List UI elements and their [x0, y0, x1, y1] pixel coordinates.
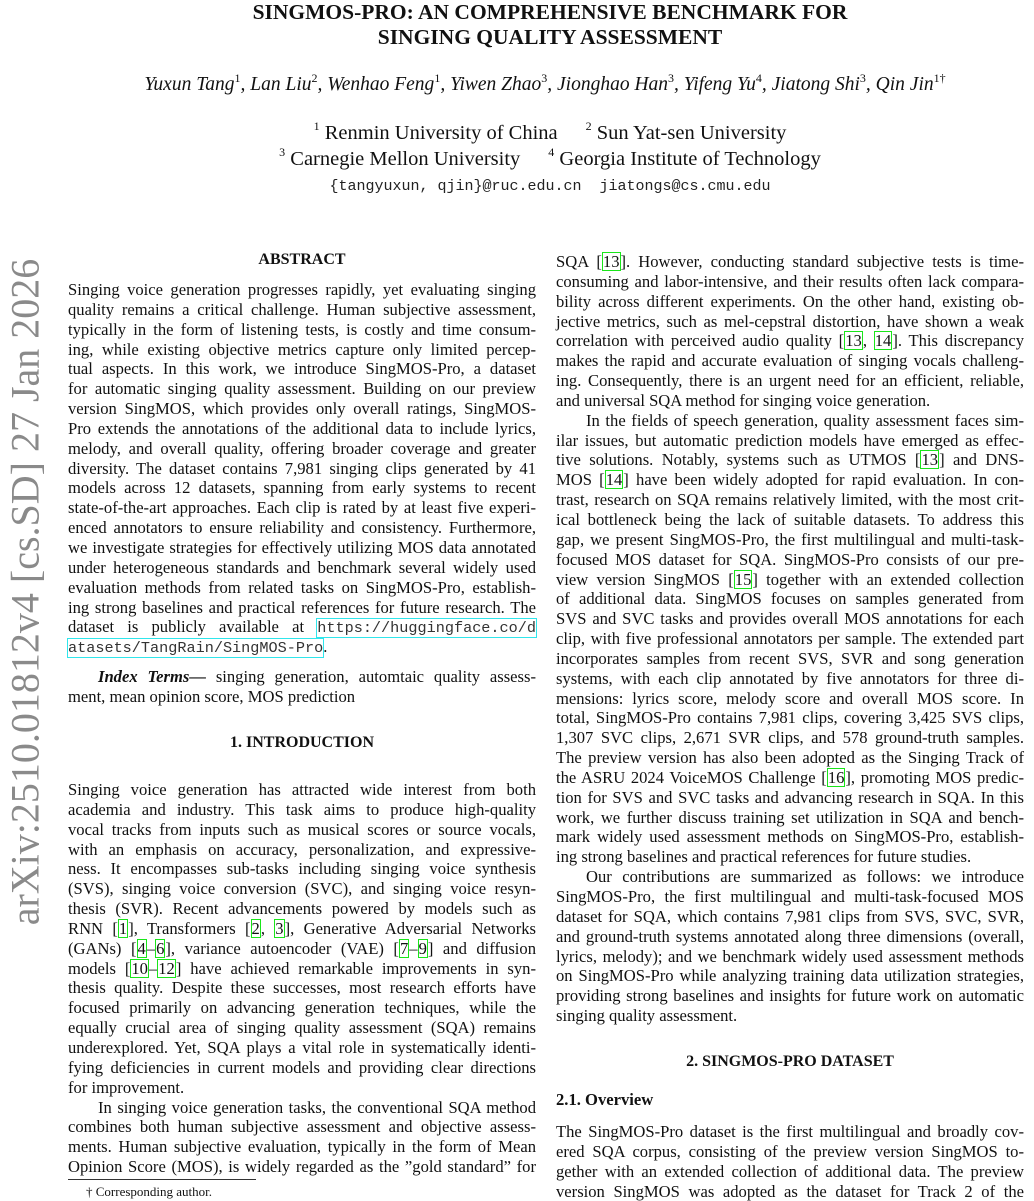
text-line: ical bottleneck being the lack of suitable datasets. To address this	[556, 509, 1024, 529]
text-line: combines both human subjective assessment and objective assess-	[68, 1117, 536, 1137]
affiliation	[313, 119, 558, 144]
text-line: lyrics, melody); and we benchmark widely used assessment methods	[556, 946, 1024, 966]
abstract-line	[68, 637, 536, 657]
citation-link[interactable]: 13	[845, 331, 862, 351]
abstract-line: Pro extends the annotations of the additional data to include lyrics,	[68, 418, 536, 438]
affiliations-row-1	[60, 119, 1034, 145]
affiliation-number: 4	[548, 145, 555, 159]
index-terms	[68, 667, 536, 707]
abstract-line: state-of-the-art approaches. Each clip is rated by at least five experi-	[68, 498, 536, 518]
arxiv-identifier: arXiv:2510.01812v4 [cs.SD] 27 Jan 2026	[2, 258, 48, 926]
text-line: SQA [13]. However, conducting standard subjective tests is time-	[556, 252, 1024, 271]
text-line: and universal SQA method for singing voice generation.	[556, 390, 931, 410]
abstract-line: for automatic singing quality assessment. Building on our preview	[68, 379, 536, 399]
text-line: correlation with perceived audio quality [13, 14]. This discrepancy	[556, 331, 1025, 351]
text-line: 1,307 SVC clips, 2,671 SVR clips, and 578 ground-truth samples.	[556, 728, 1024, 748]
text-line: of additional data. SingMOS focuses on samples generated from	[556, 589, 1024, 609]
affiliation	[548, 145, 821, 170]
text-line: singing quality assessment.	[556, 1006, 738, 1026]
text-line: ments. Human subjective evaluation, typically in the form of Mean	[68, 1137, 536, 1157]
text-line: focused primarily on advancing generation techniques, while the	[68, 998, 536, 1018]
text-line: with an emphasis on accuracy, personalization, and expressive-	[68, 839, 536, 859]
title-line-2: SINGING QUALITY ASSESSMENT	[377, 25, 723, 49]
citation-link[interactable]: 13	[921, 450, 939, 470]
affiliation-marker: 1	[234, 71, 241, 85]
author	[450, 71, 557, 95]
abstract-line: Singing voice generation progresses rapidly, yet evaluating singing	[68, 280, 536, 299]
text-line: tive solutions. Notably, systems such as UTMOS [13] and DNS-	[556, 450, 1024, 470]
text-line: clip, with five professional annotators per sample. The extended part	[556, 629, 1024, 649]
text-line: thesis quality. Despite these successes, most research efforts have	[68, 978, 536, 998]
text-line: RNN [1], Transformers [2, 3], Generative Adversarial Networks	[68, 918, 537, 938]
author-name: Jionghao Han	[557, 74, 669, 95]
text-line: vocal tracks from inputs such as musical scores or source vocals,	[68, 819, 536, 839]
author	[683, 71, 772, 95]
text-line: underexplored. Yet, SQA plays a vital role in systematically identi-	[68, 1037, 536, 1057]
text-line: thesis (SVR). Recent advancements powered by models such as	[68, 899, 536, 919]
text-line: bility across different experiments. On the other hand, existing ob-	[556, 291, 1024, 311]
author	[250, 71, 327, 95]
affiliation-name: Georgia Institute of Technology	[559, 148, 821, 170]
abstract-text: dataset is publicly available at	[68, 617, 318, 637]
text-line: makes the rapid and accurate evaluation of singing vocals challeng-	[556, 351, 1024, 371]
text-line: ilar issues, but automatic prediction models have emerged as effec-	[556, 430, 1024, 450]
text-line: Singing voice generation has attracted wide interest from both	[68, 780, 536, 799]
abstract-heading: ABSTRACT	[258, 251, 346, 268]
text-line: models [10–12] have achieved remarkable improvements in syn-	[68, 958, 537, 978]
text-line: on SingMOS-Pro while analyzing training data utilization strategies,	[556, 966, 1024, 986]
text-line: view version SingMOS [15] together with an extended collection	[556, 569, 1024, 589]
text-line: jective metrics, such as mel-cepstral distortion, have shown a weak	[556, 311, 1024, 331]
title-line-1: SINGMOS-PRO: AN COMPREHENSIVE BENCHMARK FOR	[252, 0, 848, 24]
overview-body	[556, 1122, 1024, 1201]
affiliation-marker: 1†	[933, 71, 946, 85]
text-line: mensions: lyrics score, melody score and overall MOS score. In	[556, 688, 1024, 708]
text-line: SingMOS-Pro, the first multilingual and multi-task-focused MOS	[556, 887, 1024, 906]
citation-link[interactable]: 15	[734, 569, 752, 589]
dataset-url-link[interactable]: https://huggingface.co/d	[317, 619, 536, 638]
abstract-line: under heterogeneous standards and benchmark several widely used	[68, 557, 536, 577]
affiliation-number: 1	[313, 119, 320, 133]
affiliation-name: Sun Yat-sen University	[596, 122, 787, 144]
abstract-line: models across 12 datasets, spanning from early systems to recent	[68, 478, 536, 498]
text-line: MOS [14] have been widely adopted for rapid evaluation. In con-	[556, 470, 1024, 490]
section2-heading-wrap	[556, 1052, 1024, 1072]
text-line: work, we further discuss training set utilization in SQA and bench-	[556, 807, 1024, 827]
paper-title	[60, 0, 1034, 50]
text-line: In the fields of speech generation, quality assessment faces sim-	[586, 410, 1024, 430]
author-name: Yifeng Yu	[683, 74, 756, 95]
abstract-line: version SingMOS, which provides only overall ratings, SingMOS-	[68, 399, 536, 419]
citation-link[interactable]: 1	[118, 918, 128, 938]
abstract-line: enced annotators to ensure reliability and consistency. Furthermore,	[68, 518, 536, 538]
text-line: systems, with each clip annotated by five annotators for three di-	[556, 668, 1024, 688]
text-line: The SingMOS-Pro dataset is the first multilingual and broadly cov-	[556, 1122, 1024, 1141]
text-line: focused MOS dataset for SQA. SingMOS-Pro consists of our pre-	[556, 549, 1024, 569]
footnote: † Corresponding author.	[86, 1184, 213, 1199]
author-name: Yuxun Tang	[144, 74, 235, 95]
intro-heading-wrap	[68, 733, 536, 753]
abstract-line: typically in the form of listening tests, is costly and time consum-	[68, 319, 536, 339]
citation-link[interactable]: 16	[827, 767, 845, 787]
text-line: gap, we present SingMOS-Pro, the first multilingual and multi-task-	[556, 529, 1024, 549]
abstract-text: .	[323, 637, 328, 657]
citation-link[interactable]: 9	[418, 938, 427, 958]
abstract-line: ing, while existing objective metrics capture only limited percep-	[68, 339, 536, 359]
affiliation-marker: 1	[434, 71, 441, 85]
affiliation-marker: 3	[541, 71, 548, 85]
text-line: (SVS), singing voice conversion (SVC), and singing voice resyn-	[68, 879, 536, 899]
affiliation-number: 3	[279, 145, 286, 159]
text-line: SVS and SVC tasks and provides overall MOS annotations for each	[556, 609, 1024, 629]
affiliation-marker: 3	[859, 71, 866, 85]
citation-link[interactable]: 7	[399, 938, 409, 958]
text-line: equally crucial area of singing quality assessment (SQA) remains	[68, 1018, 536, 1038]
text-line: for improvement.	[68, 1077, 185, 1097]
citation-link[interactable]: 4	[137, 938, 146, 958]
text-line: ness. It encompasses sub-tasks including singing voice synthesis	[68, 859, 536, 879]
text-line: mark widely used assessment methods on SingMOS-Pro, establish-	[556, 827, 1024, 847]
text-line: dataset for SQA, which contains 7,981 clips from SVS, SVC, SVR,	[556, 906, 1024, 926]
section-2-heading: 2. SINGMOS-PRO DATASET	[686, 1053, 894, 1070]
abstract-line: evaluation methods from related tasks on SingMOS-Pro, establish-	[68, 577, 536, 597]
citation-link[interactable]: 10	[131, 958, 148, 978]
footnote-divider	[68, 1179, 256, 1180]
affiliation-name: Renmin University of China	[324, 122, 558, 144]
text-line: ing. Consequently, there is an urgent need for an efficient, reliable,	[556, 371, 1024, 391]
author-name: Wenhao Feng	[327, 74, 435, 95]
citation-link[interactable]: 12	[158, 958, 175, 978]
abstract-line: quality remains a critical challenge. Human subjective assessment,	[68, 299, 536, 319]
text-line: the ASRU 2024 VoiceMOS Challenge [16], promoting MOS predic-	[556, 767, 1024, 787]
citation-link[interactable]: 6	[156, 938, 165, 958]
abstract-line	[68, 617, 536, 637]
text-line: total, SingMOS-Pro contains 7,981 clips, covering 3,425 SVS clips,	[556, 708, 1024, 728]
citation-link[interactable]: 14	[874, 331, 892, 351]
affiliation	[279, 145, 521, 170]
author	[771, 71, 876, 95]
abstract-line: diversity. The dataset contains 7,981 singing clips generated by 41	[68, 458, 536, 478]
text-line: gether with an extended collection of additional data. The preview	[556, 1161, 1024, 1181]
text-line: ing strong baselines and practical references for future studies.	[556, 847, 972, 867]
abstract-heading-wrap	[68, 250, 536, 270]
affiliation	[585, 119, 787, 144]
right-column-body	[556, 252, 1024, 1026]
text-line: fying deficiencies in current models and providing clear directions	[68, 1057, 536, 1077]
text-line: The preview version has also been adopted as the Singing Track of	[556, 748, 1024, 768]
affiliation-marker: 4	[755, 71, 762, 85]
text-line: Opinion Score (MOS), is widely regarded as the ”gold standard” for	[68, 1157, 536, 1177]
citation-link[interactable]: 3	[275, 918, 284, 938]
abstract-line: tual aspects. In this work, we introduce SingMOS-Pro, a dataset	[68, 359, 536, 379]
text-line: version SingMOS was adopted as the dataset for Track 2 of the	[556, 1181, 1024, 1201]
text-line: and ground-truth systems annotated along three dimensions (overall,	[556, 926, 1024, 946]
overview-subheading: 2.1. Overview	[556, 1090, 654, 1109]
text-line: tion for SVS and SVC tasks and advancing research in SQA. In this	[556, 787, 1024, 807]
index-terms-text: singing generation, automtaic quality assess-	[215, 667, 536, 686]
affiliation-marker: 2	[311, 71, 318, 85]
affiliation-number: 2	[585, 119, 592, 133]
author-name: Lan Liu	[250, 74, 312, 95]
introduction-body	[68, 780, 536, 1177]
text-line: (GANs) [4–6], variance autoencoder (VAE) [7–9] and diffusion	[68, 938, 536, 958]
author-name: Yiwen Zhao	[450, 74, 542, 95]
index-terms-line	[68, 667, 536, 687]
author	[875, 71, 946, 95]
abstract-line: melody, and overall quality, offering broader coverage and greater	[68, 438, 536, 458]
citation-link[interactable]: 14	[605, 470, 623, 490]
author-list	[40, 71, 1034, 96]
abstract-line: ing strong baselines and practical references for future research. The	[68, 597, 536, 617]
subsection-heading-wrap	[556, 1090, 1024, 1110]
text-line: academia and industry. This task aims to produce high-quality	[68, 799, 536, 819]
text-line: providing strong baselines and insights for future work on automatic	[556, 986, 1024, 1006]
author-name: Qin Jin	[875, 74, 934, 95]
text-line: Our contributions are summarized as follows: we introduce	[586, 867, 1024, 887]
text-line: ered SQA corpus, consisting of the preview version SingMOS to-	[556, 1141, 1024, 1161]
author	[144, 71, 250, 95]
author-emails: {tangyuxun, qjin}@ruc.edu.cn jiatongs@cs.cmu.edu	[329, 178, 771, 195]
text-line: incorporates samples from recent SVS, SVR and song generation	[556, 648, 1024, 668]
author	[327, 71, 450, 95]
introduction-heading: 1. INTRODUCTION	[229, 734, 374, 751]
author-name: Jiatong Shi	[771, 74, 860, 95]
dataset-url-link[interactable]: atasets/TangRain/SingMOS-Pro	[68, 639, 324, 658]
index-terms-label: Index Terms—	[98, 667, 206, 686]
abstract-body	[68, 280, 536, 657]
text-line: trast, research on SQA remains relatively limited, with the most crit-	[556, 490, 1024, 510]
abstract-line: we investigate strategies for effectively utilizing MOS data annotated	[68, 537, 536, 557]
citation-link[interactable]: 2	[251, 918, 260, 938]
text-line: consuming and labor-intensive, and their results often lack compara-	[556, 271, 1024, 291]
author	[557, 71, 684, 95]
affiliation-name: Carnegie Mellon University	[290, 148, 521, 170]
affiliations-row-2	[60, 145, 1034, 171]
text-line: In singing voice generation tasks, the conventional SQA method	[98, 1097, 536, 1117]
affiliation-marker: 3	[668, 71, 675, 85]
index-terms-line: ment, mean opinion score, MOS prediction	[68, 686, 356, 706]
citation-link[interactable]: 13	[602, 252, 620, 271]
